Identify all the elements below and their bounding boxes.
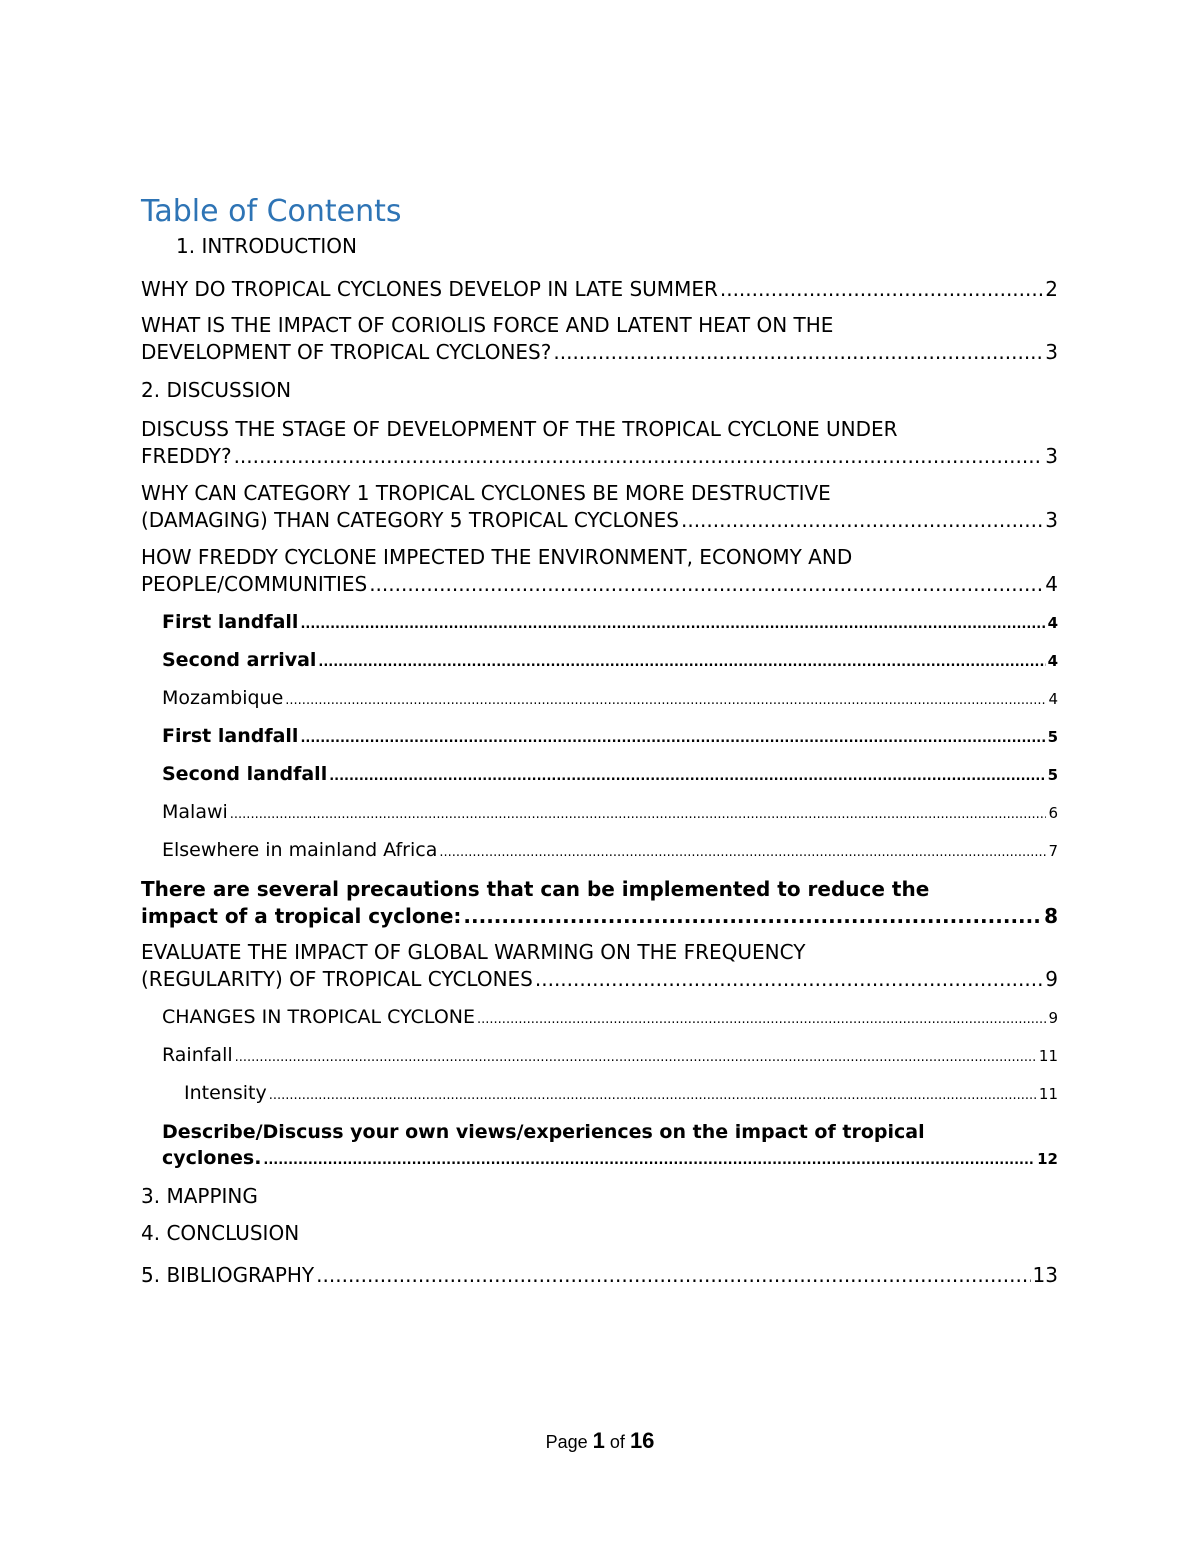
toc-entry-freddy-impact[interactable] [141,544,1058,598]
footer-page-number: 1 [592,1428,605,1453]
toc-entry-category[interactable] [141,480,1058,534]
heading-mapping: 3. MAPPING [141,1184,258,1208]
toc-entry-mozambique[interactable] [162,685,1058,714]
toc-entry-intensity[interactable] [184,1080,1058,1109]
toc-entry-text: Describe/Discuss your own views/experiences on the impact of tropical [162,1121,925,1143]
toc-entry-changes-cyclone[interactable] [162,1004,1058,1033]
toc-entry-page: 5 [1047,766,1058,784]
dot-leader [477,1007,1046,1033]
toc-entry-rainfall[interactable] [162,1042,1058,1071]
toc-entry-page: 4 [1048,690,1058,708]
toc-entry-page: 4 [1047,652,1058,670]
toc-entry-text: (DAMAGING) THAN CATEGORY 5 TROPICAL CYCLONES [141,508,679,532]
dot-leader [300,612,1045,638]
toc-title: Table of Contents [141,194,402,229]
toc-entry-page: 3 [1045,340,1058,364]
dot-leader [720,276,1043,303]
toc-entry-text: FREDDY? [141,444,232,468]
dot-leader [535,966,1043,993]
toc-entry-text: impact of a tropical cyclone: [141,904,462,928]
toc-entry-text: WHY CAN CATEGORY 1 TROPICAL CYCLONES BE MORE DESTRUCTIVE [141,481,831,505]
footer-total-pages: 16 [629,1428,655,1453]
toc-entry-page: 13 [1032,1263,1058,1287]
toc-entry-page: 3 [1045,508,1058,532]
toc-entry-page: 2 [1045,277,1058,301]
toc-entry-text: (REGULARITY) OF TROPICAL CYCLONES [141,967,533,991]
dot-leader [463,903,1042,930]
toc-entry-text: EVALUATE THE IMPACT OF GLOBAL WARMING ON THE FREQUENCY [141,940,806,964]
toc-entry-page: 12 [1037,1150,1058,1168]
toc-entry-late-summer[interactable] [141,276,1058,303]
dot-leader [269,1083,1037,1109]
dot-leader [300,726,1045,752]
dot-leader [329,764,1045,790]
page-footer [0,1428,1200,1454]
toc-entry-page: 5 [1047,728,1058,746]
dot-leader [681,507,1043,534]
toc-entry-text: First landfall [162,611,299,633]
toc-entry-text: cyclones. [162,1147,262,1169]
toc-entry-second-landfall[interactable] [162,761,1058,790]
heading-introduction: 1. INTRODUCTION [176,234,357,258]
toc-entry-page: 4 [1045,572,1058,596]
toc-entry-text: CHANGES IN TROPICAL CYCLONE [162,1006,476,1028]
toc-entry-page: 7 [1048,842,1058,860]
toc-entry-malawi[interactable] [162,799,1058,828]
heading-conclusion: 4. CONCLUSION [141,1221,300,1245]
heading-discussion: 2. DISCUSSION [141,378,292,402]
toc-entry-text: There are several precautions that can be implemented to reduce the [141,877,930,901]
toc-entry-text: Elsewhere in mainland Africa [162,839,438,861]
toc-entry-text: Intensity [184,1082,267,1104]
toc-entry-page: 9 [1048,1009,1058,1027]
toc-entry-bibliography[interactable] [141,1262,1058,1289]
toc-entry-own-views[interactable] [162,1119,1058,1174]
footer-of-label: of [609,1432,625,1452]
dot-leader [235,1045,1037,1071]
toc-entry-page: 9 [1045,967,1058,991]
toc-entry-page: 3 [1045,444,1058,468]
toc-entry-text: Second landfall [162,763,328,785]
toc-entry-text: First landfall [162,725,299,747]
toc-entry-text: DISCUSS THE STAGE OF DEVELOPMENT OF THE TROPICAL CYCLONE UNDER [141,417,898,441]
dot-leader [316,1262,1030,1289]
toc-entry-first-landfall-2[interactable] [162,723,1058,752]
toc-entry-global-warming[interactable] [141,939,1058,993]
toc-entry-text: PEOPLE/COMMUNITIES [141,572,368,596]
toc-entry-precautions[interactable] [141,876,1058,930]
dot-leader [553,339,1043,366]
toc-entry-text: DEVELOPMENT OF TROPICAL CYCLONES? [141,340,552,364]
toc-entry-text: HOW FREDDY CYCLONE IMPECTED THE ENVIRONMENT, ECONOMY AND [141,545,853,569]
toc-entry-first-landfall[interactable] [162,609,1058,638]
dot-leader [369,571,1043,598]
dot-leader [439,840,1046,866]
toc-entry-text: Rainfall [162,1044,233,1066]
dot-leader [230,802,1047,828]
toc-entry-page: 6 [1048,804,1058,822]
toc-entry-text: WHAT IS THE IMPACT OF CORIOLIS FORCE AND LATENT HEAT ON THE [141,313,834,337]
dot-leader [234,443,1044,470]
footer-page-label: Page [545,1432,588,1452]
toc-entry-text: 5. BIBLIOGRAPHY [141,1263,315,1287]
toc-entry-stage-development[interactable] [141,416,1058,470]
toc-entry-second-arrival[interactable] [162,647,1058,676]
toc-entry-page: 11 [1038,1047,1058,1065]
toc-entry-text: Second arrival [162,649,317,671]
toc-entry-text: WHY DO TROPICAL CYCLONES DEVELOP IN LATE SUMMER [141,277,718,301]
toc-entry-text: Malawi [162,801,228,823]
toc-entry-coriolis[interactable] [141,312,1058,366]
dot-leader [285,688,1046,714]
toc-entry-elsewhere-africa[interactable] [162,837,1058,866]
dot-leader [263,1148,1035,1174]
toc-entry-text: Mozambique [162,687,284,709]
toc-entry-page: 8 [1044,904,1058,928]
dot-leader [318,650,1045,676]
toc-entry-page: 4 [1047,614,1058,632]
toc-entry-page: 11 [1038,1085,1058,1103]
